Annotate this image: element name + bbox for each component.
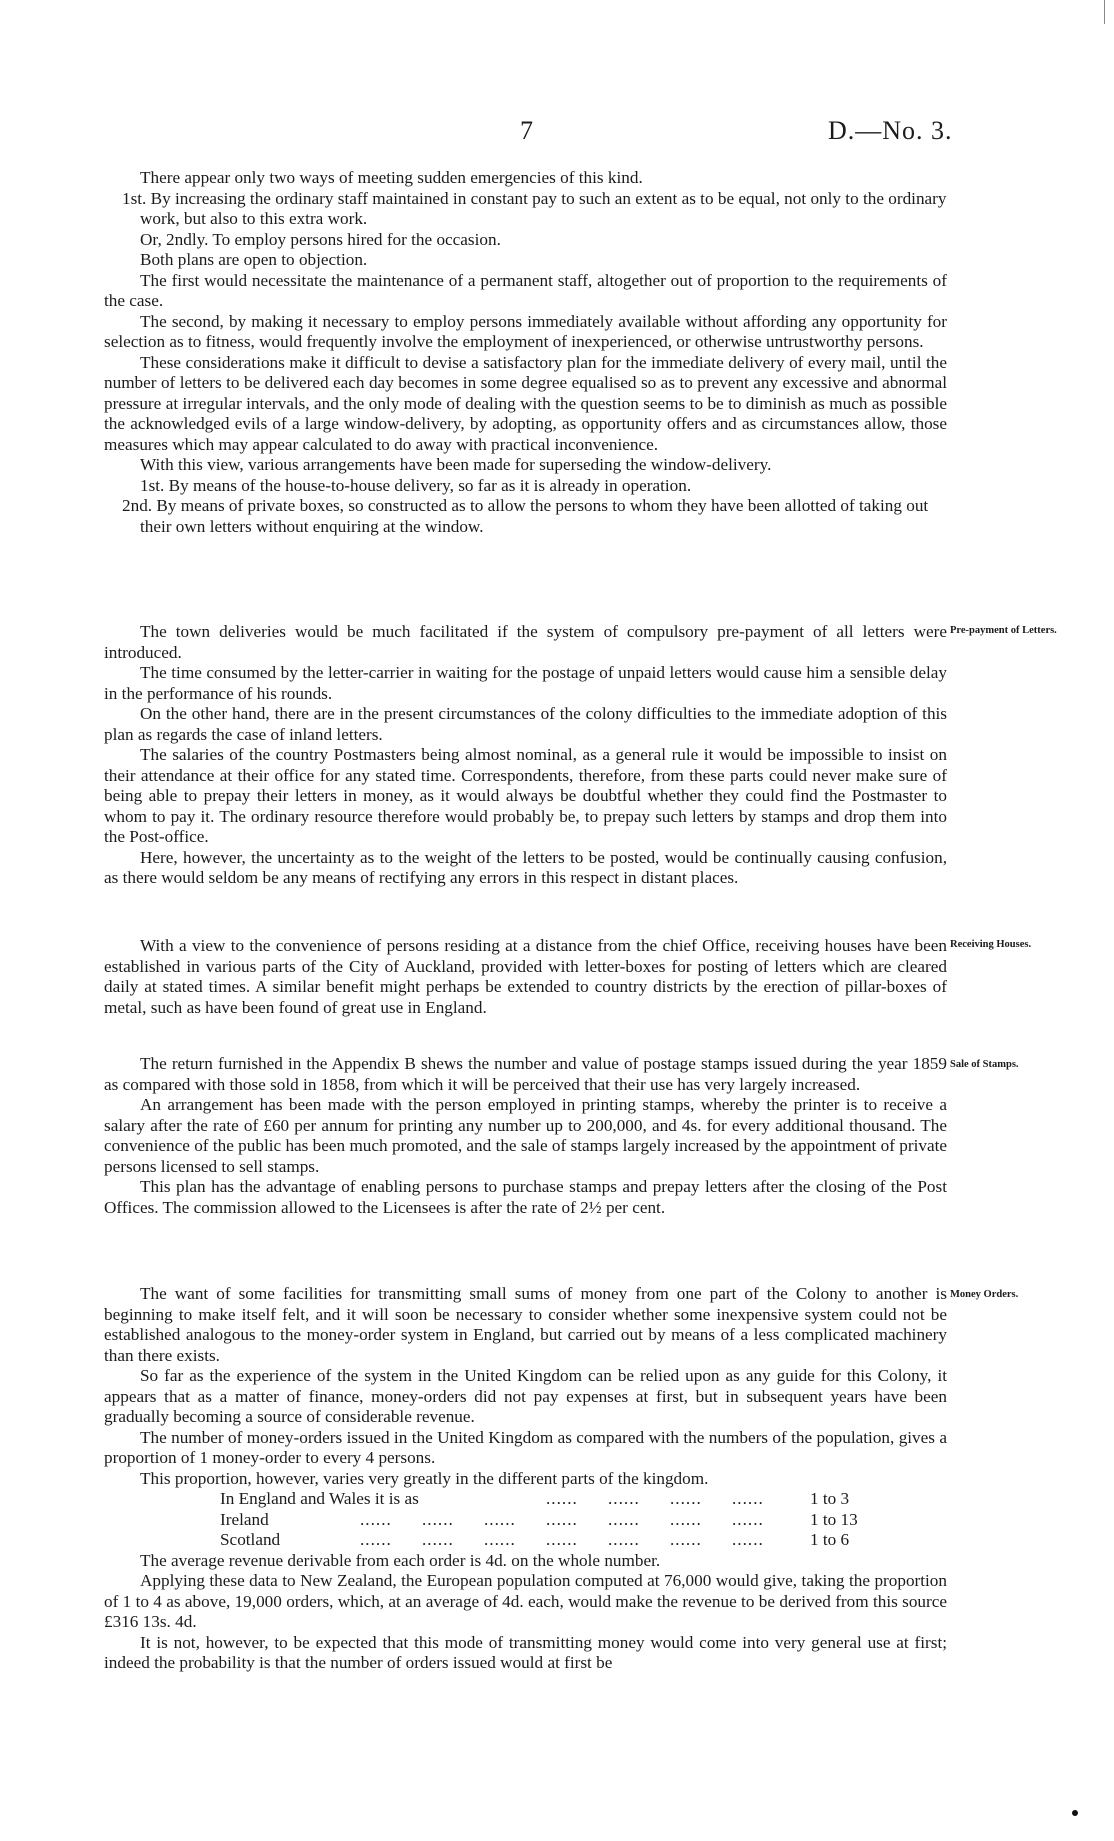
paragraph: On the other hand, there are in the present circumstances of the colony difficulties to the immediate adoption of this plan as regards the case of inland letters. xyxy=(104,704,947,744)
paragraph: Both plans are open to objection. xyxy=(140,250,368,269)
paragraph: The return furnished in the Appendix B shews the number and value of postage stamps issued during the year 1859 as compared with those sold in 1858, from which it will be perceived that their use has very largely increased. xyxy=(104,1054,947,1094)
paragraph: This proportion, however, varies very greatly in the different parts of the kingdom. xyxy=(140,1468,709,1488)
table-row xyxy=(220,1489,858,1510)
leader-dots: ...... xyxy=(484,1509,516,1529)
money-order-ratio-table xyxy=(220,1489,858,1551)
leader-dots: ...... xyxy=(546,1509,578,1529)
leader-dots: ...... xyxy=(732,1530,764,1549)
leader-dots: ...... xyxy=(360,1530,392,1549)
leader-dots: ...... xyxy=(360,1509,392,1529)
paragraph: Or, 2ndly. To employ persons hired for the occasion. xyxy=(140,229,501,249)
margin-note-prepayment: Pre-payment of Letters. xyxy=(950,625,1057,636)
paragraph: 2nd. By means of private boxes, so constructed as to allow the persons to whom they have been allotted of taking out their own letters without enquiring at the window. xyxy=(122,496,929,536)
leader-dots: ...... xyxy=(422,1530,454,1549)
section-window-delivery xyxy=(104,168,947,537)
leader-dots: ...... xyxy=(670,1530,702,1549)
table-cell-ratio: 1 to 3 xyxy=(810,1489,850,1508)
table-cell-ratio: 1 to 13 xyxy=(810,1509,858,1529)
paragraph: Here, however, the uncertainty as to the weight of the letters to be posted, would be continually causing confusion, as there would seldom be any means of rectifying any errors in this respect in distant places. xyxy=(104,847,947,887)
leader-dots: ...... xyxy=(422,1509,454,1529)
paragraph: The second, by making it necessary to employ persons immediately available without affording any opportunity for selection as to fitness, would frequently involve the employment of inexperienced, or otherwise untrustworthy persons. xyxy=(104,311,947,351)
margin-note-receiving-houses: Receiving Houses. xyxy=(950,939,1032,950)
paragraph: This plan has the advantage of enabling persons to purchase stamps and prepay letters after the closing of the Post Offices. The commission allowed to the Licensees is after the rate of 2½ per cent. xyxy=(104,1177,947,1217)
paragraph: Applying these data to New Zealand, the European population computed at 76,000 would give, taking the proportion of 1 to 4 as above, 19,000 orders, which, at an average of 4d. each, would make the revenue to be derived from this source £316 13s. 4d. xyxy=(104,1571,947,1631)
table-cell-ratio: 1 to 6 xyxy=(810,1530,850,1549)
paragraph: 1st. By means of the house-to-house delivery, so far as it is already in operation. xyxy=(140,475,692,495)
paragraph: The number of money-orders issued in the United Kingdom as compared with the numbers of the population, gives a proportion of 1 money-order to every 4 persons. xyxy=(104,1427,947,1467)
paragraph: So far as the experience of the system in the United Kingdom can be relied upon as any guide for this Colony, it appears that as a matter of finance, money-orders did not pay expenses at first, but in subsequent years have been gradually becoming a source of considerable revenue. xyxy=(104,1366,947,1426)
paragraph: The want of some facilities for transmitting small sums of money from one part of the Colony to another is beginning to make itself felt, and it will soon be necessary to consider whether some inexpensive system could not be established analogous to the money-order system in England, but carried out by means of a less complicated machinery than there exists. xyxy=(104,1284,947,1365)
document-reference: D.—No. 3. xyxy=(828,116,953,145)
table-cell-place: In England and Wales it is as xyxy=(220,1489,419,1508)
paragraph: These considerations make it difficult to devise a satisfactory plan for the immediate delivery of every mail, until the number of letters to be delivered each day becomes in some degree equalised so as to prevent any excessive and abnormal pressure at irregular intervals, and the only mode of dealing with the question seems to be to diminish as much as possible the acknowledged evils of a large window-delivery, by adopting, as opportunity offers and as circumstances allow, those measures which may appear calculated to do away with practical inconvenience. xyxy=(104,352,947,454)
paragraph: It is not, however, to be expected that this mode of transmitting money would come into very general use at first; indeed the probability is that the number of orders issued would at first be xyxy=(104,1632,947,1672)
paragraph: The average revenue derivable from each order is 4d. on the whole number. xyxy=(140,1550,661,1570)
leader-dots: ...... xyxy=(608,1530,640,1549)
paragraph: An arrangement has been made with the person employed in printing stamps, whereby the printer is to receive a salary after the rate of £60 per annum for printing any number up to 200,000, and 4s. for every additional thousand. The convenience of the public has been much promoted, and the sale of stamps largely increased by the appointment of private persons licensed to sell stamps. xyxy=(104,1095,947,1176)
margin-note-sale-of-stamps: Sale of Stamps. xyxy=(950,1059,1019,1070)
paragraph: The time consumed by the letter-carrier in waiting for the postage of unpaid letters would cause him a sensible delay in the performance of his rounds. xyxy=(104,663,947,703)
leader-dots: ...... xyxy=(546,1489,578,1508)
page-edge-mark xyxy=(1104,0,1105,24)
page-number: 7 xyxy=(520,116,533,145)
leader-dots: ...... xyxy=(546,1530,578,1549)
paragraph: The first would necessitate the maintenance of a permanent staff, altogether out of proportion to the requirements of the case. xyxy=(104,270,947,310)
leader-dots: ...... xyxy=(484,1530,516,1549)
leader-dots: ...... xyxy=(732,1489,764,1508)
table-row xyxy=(220,1530,858,1551)
leader-dots: ...... xyxy=(608,1489,640,1508)
paragraph: 1st. By increasing the ordinary staff maintained in constant pay to such an extent as to be equal, not only to the ordinary work, but also to this extra work. xyxy=(122,188,947,228)
paragraph: With this view, various arrangements have been made for superseding the window-delivery. xyxy=(140,455,772,474)
leader-dots: ...... xyxy=(608,1509,640,1529)
paragraph: There appear only two ways of meeting sudden emergencies of this kind. xyxy=(140,168,643,187)
paragraph: With a view to the convenience of persons residing at a distance from the chief Office, receiving houses have been established in various parts of the City of Auckland, provided with letter-boxes for posting of letters which are cleared daily at stated times. A similar benefit might perhaps be extended to country districts by the erection of pillar-boxes of metal, such as have been found of great use in England. xyxy=(104,936,947,1017)
paragraph: The salaries of the country Postmasters being almost nominal, as a general rule it would be impossible to insist on their attendance at their office for any stated time. Correspondents, therefore, from these parts could never make sure of being able to prepay their letters in money, as it would always be doubtful whether they could find the Postmaster to whom to pay it. The ordinary resource therefore would probably be, to prepay such letters by stamps and drop them into the Post-office. xyxy=(104,745,947,846)
ink-mark xyxy=(1072,1810,1078,1816)
section-money-orders xyxy=(104,1284,947,1674)
section-sale-of-stamps xyxy=(104,1054,947,1218)
paragraph: The town deliveries would be much facilitated if the system of compulsory pre-payment of all letters were introduced. xyxy=(104,622,947,662)
margin-note-money-orders: Money Orders. xyxy=(950,1289,1019,1300)
table-row xyxy=(220,1510,858,1531)
section-receiving-houses xyxy=(104,936,947,1018)
table-cell-place: Scotland xyxy=(220,1530,281,1549)
table-cell-place: Ireland xyxy=(220,1509,269,1529)
leader-dots: ...... xyxy=(732,1509,764,1529)
leader-dots: ...... xyxy=(670,1509,702,1529)
section-prepayment xyxy=(104,622,947,889)
leader-dots: ...... xyxy=(670,1489,702,1508)
